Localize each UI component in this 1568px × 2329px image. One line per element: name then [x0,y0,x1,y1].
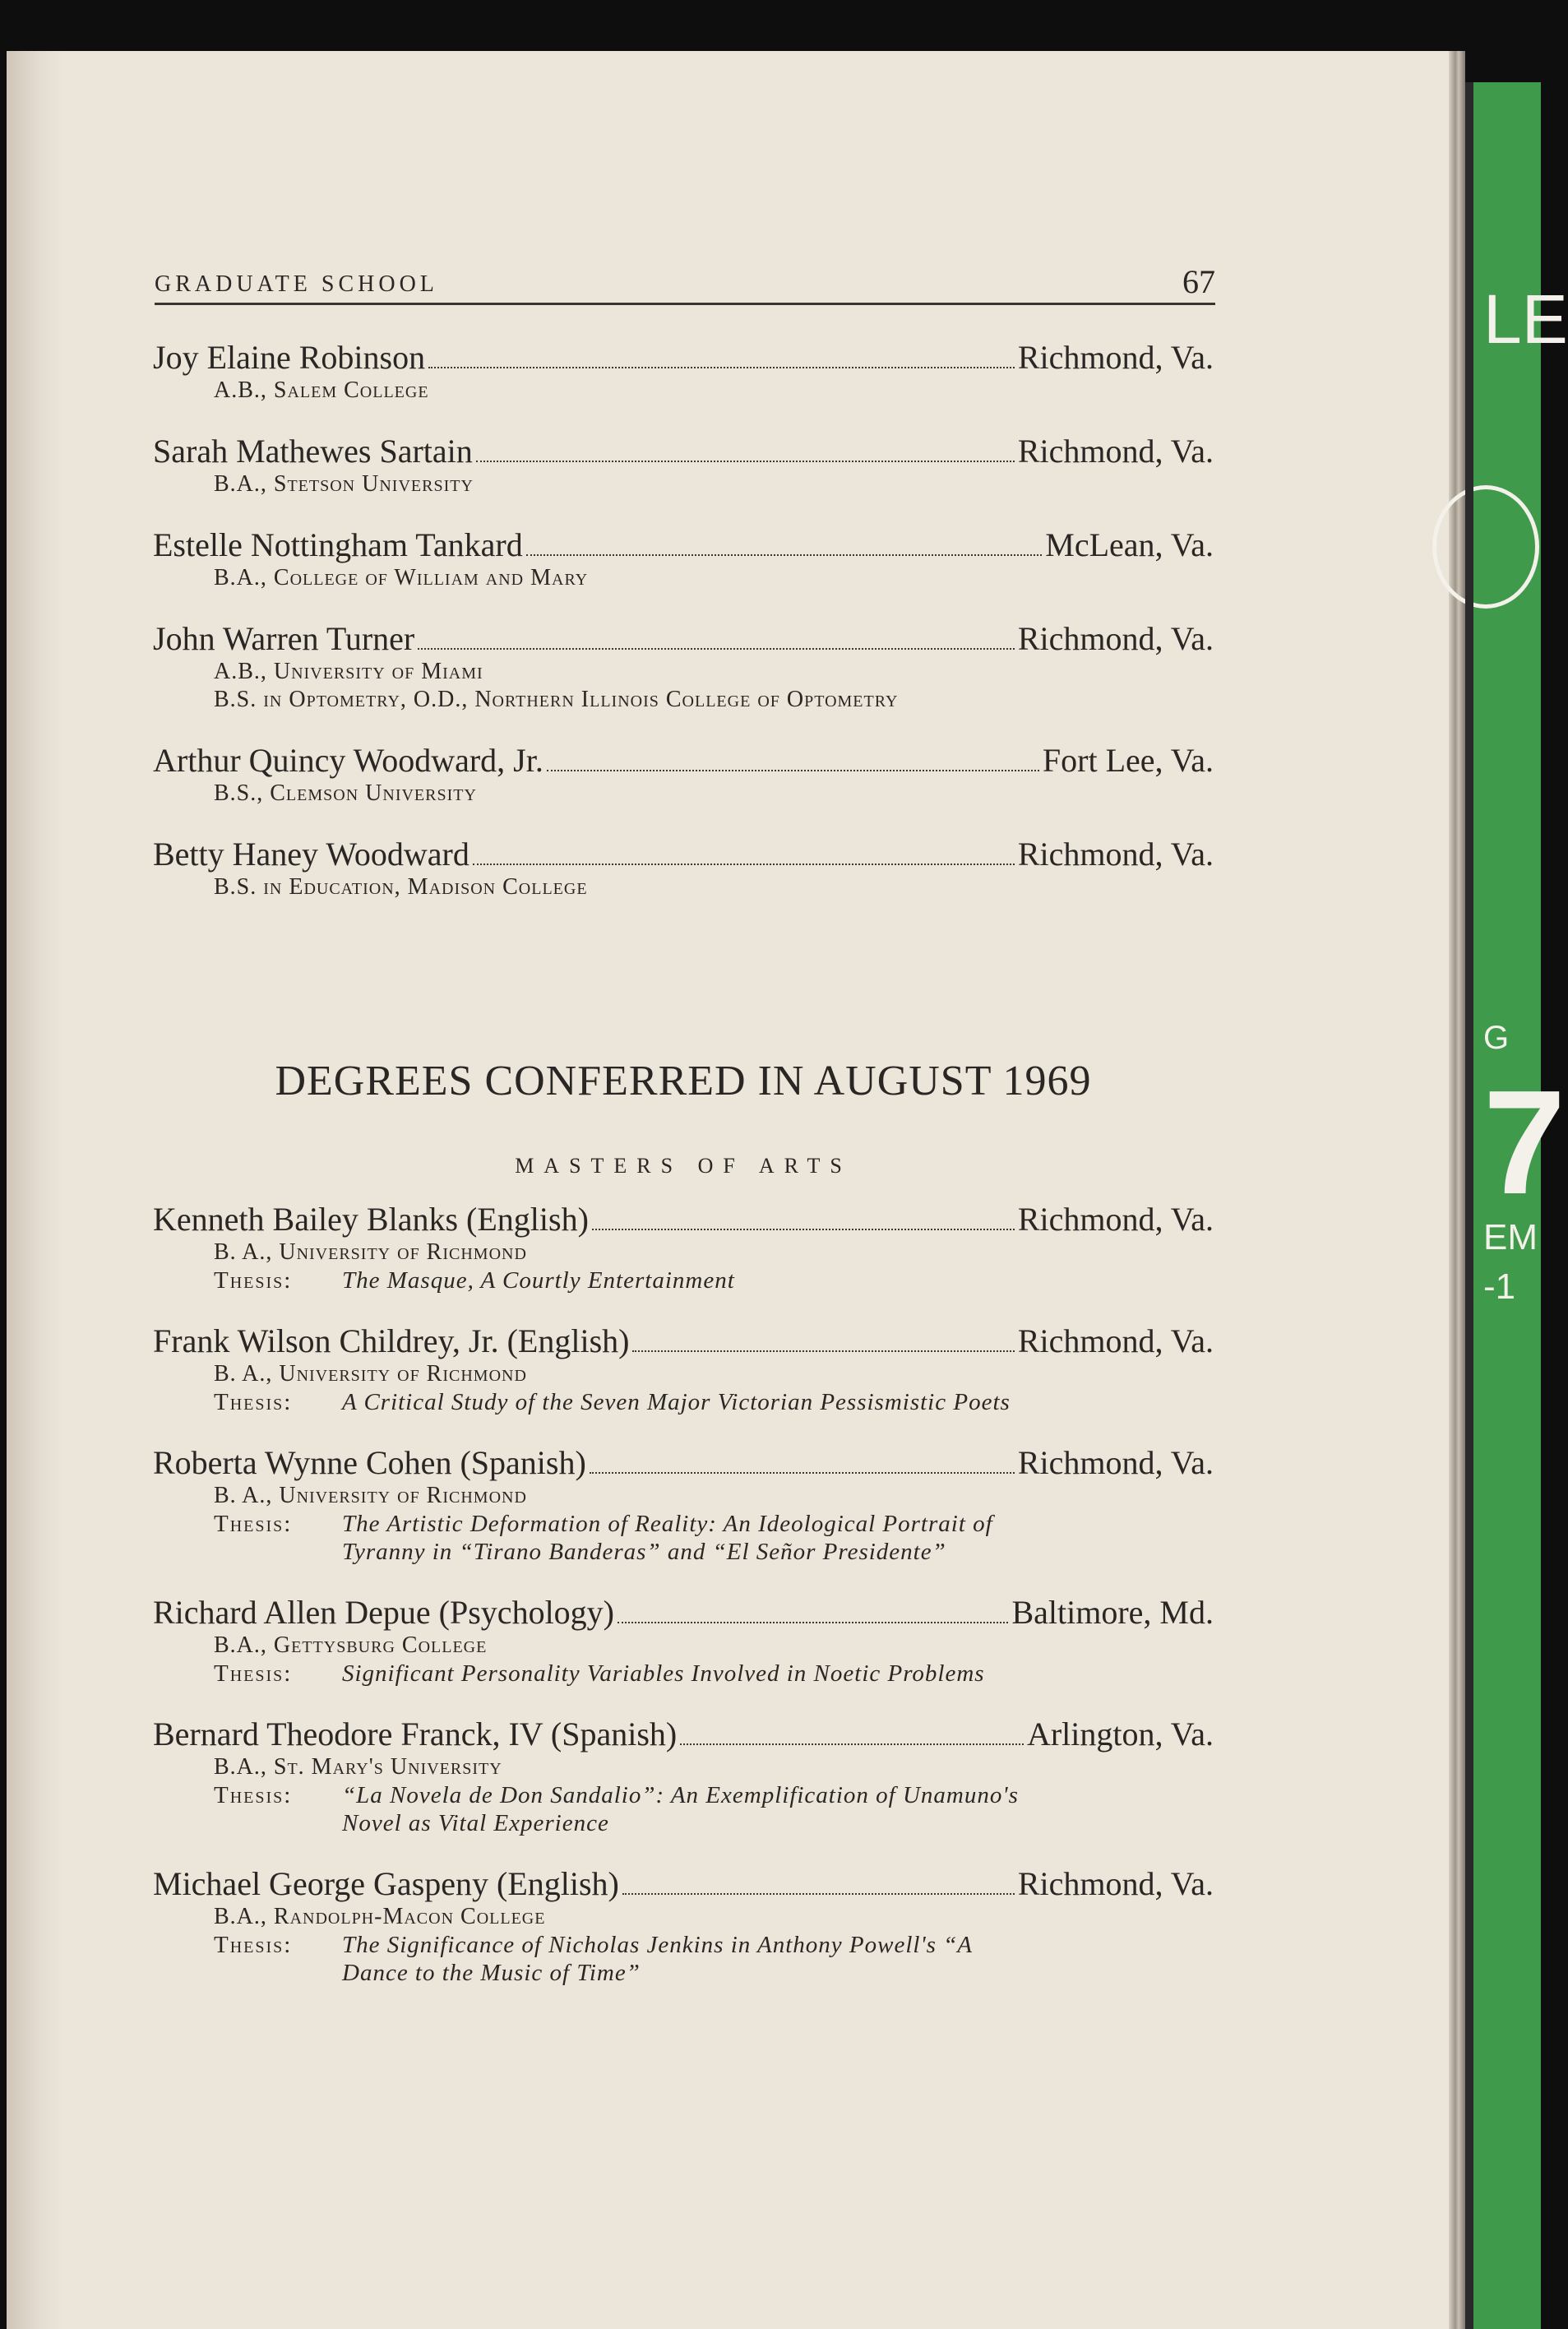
graduate-degree: A.B., University of Miami [214,659,483,684]
graduate-entry [153,620,1214,714]
dot-leader [476,461,1015,462]
masters-entry [153,1201,1214,1294]
graduate-entry [153,526,1214,592]
thesis-line [153,1266,1214,1294]
graduate-location: Richmond, Va. [1017,339,1214,376]
thesis-title [342,1510,1214,1566]
thesis-title-line: “La Novela de Don Sandalio”: An Exemplification of Unamuno's [342,1782,1019,1808]
dot-leader [428,367,1015,368]
dot-leader [632,1350,1014,1352]
graduate-location: Fort Lee, Va. [1042,742,1214,779]
graduate-name: Estelle Nottingham Tankard [153,526,523,563]
graduate-name: Michael George Gaspeny (English) [153,1865,619,1902]
thesis-line [153,1660,1214,1688]
thesis-title-line: The Significance of Nicholas Jenkins in Anthony Powell's “A [342,1932,974,1958]
section-subtitle: MASTERS OF ARTS [515,1154,852,1178]
graduate-name: Sarah Mathewes Sartain [153,433,473,470]
dot-leader [526,554,1043,556]
masters-entry [153,1594,1214,1688]
graduate-degree: B.S. in Education, Madison College [214,874,588,900]
cover-circle-fragment [1432,485,1539,609]
thesis-title-line: Tyranny in “Tirano Banderas” and “El Señor Presidente” [342,1539,946,1565]
dot-leader [622,1893,1015,1895]
thesis-label: Thesis: [214,1511,293,1537]
graduate-degree: B.A., Randolph-Macon College [214,1904,546,1929]
header-rule [155,303,1215,305]
graduate-name: Richard Allen Depue (Psychology) [153,1594,614,1631]
graduate-location: Richmond, Va. [1017,620,1214,657]
graduate-location: Richmond, Va. [1017,1444,1214,1481]
thesis-title-line: Novel as Vital Experience [342,1810,609,1836]
graduate-degree: B.A., Gettysburg College [214,1632,488,1658]
masters-entry [153,1322,1214,1416]
running-header-title: GRADUATE SCHOOL [155,271,438,297]
graduate-name: Arthur Quincy Woodward, Jr. [153,742,543,779]
graduate-name: Bernard Theodore Franck, IV (Spanish) [153,1715,678,1753]
graduate-name: John Warren Turner [153,620,415,657]
thesis-label: Thesis: [214,1932,293,1958]
dot-leader [680,1743,1024,1745]
graduate-location: Richmond, Va. [1017,1865,1214,1902]
cover-text-fragment: -1 [1483,1266,1516,1307]
masters-entry [153,1715,1214,1837]
thesis-title: The Masque, A Courtly Entertainment [342,1267,735,1294]
thesis-label: Thesis: [214,1267,293,1294]
back-cover [1465,82,1568,2329]
dot-leader [547,770,1039,771]
graduate-location: Richmond, Va. [1017,836,1214,873]
thesis-label: Thesis: [214,1389,293,1415]
thesis-title: Significant Personality Variables Involved in Noetic Problems [342,1660,985,1687]
dot-leader [418,648,1015,650]
dot-leader [617,1622,1008,1623]
page-number: 67 [1182,263,1215,300]
thesis-title [342,1781,1214,1837]
thesis-label: Thesis: [214,1660,293,1687]
page-edges [1449,51,1465,2329]
graduate-degree: B. A., University of Richmond [214,1483,527,1508]
thesis-line [153,1388,1214,1416]
cover-text-fragment: 7 [1483,1060,1566,1225]
thesis-title [342,1931,1214,1987]
graduate-list-top [153,339,1214,901]
graduate-degree: A.B., Salem College [214,377,429,403]
dot-leader [473,864,1015,865]
thesis-title: A Critical Study of the Seven Major Victorian Pessismistic Poets [342,1389,1011,1415]
graduate-degree: B.S. in Optometry, O.D., Northern Illinois College of Optometry [214,687,899,712]
graduate-entry [153,339,1214,405]
graduate-entry [153,836,1214,901]
graduate-name: Roberta Wynne Cohen (Spanish) [153,1444,586,1481]
thesis-title-line: Dance to the Music of Time” [342,1960,641,1986]
cover-text-fragment: LE [1483,280,1568,358]
graduate-location: Richmond, Va. [1017,1201,1214,1238]
graduate-location: Baltimore, Md. [1011,1594,1214,1631]
graduate-degree: B.S., Clemson University [214,780,477,806]
masters-entry [153,1444,1214,1566]
thesis-title-line: The Artistic Deformation of Reality: An Ideological Portrait of [342,1511,993,1537]
graduate-location: Richmond, Va. [1017,433,1214,470]
dot-leader [590,1472,1015,1474]
graduate-degree: B.A., St. Mary's University [214,1754,502,1780]
masters-entry [153,1865,1214,1987]
dot-leader [592,1229,1015,1230]
graduate-name: Frank Wilson Childrey, Jr. (English) [153,1322,630,1359]
graduate-degree: B.A., College of William and Mary [214,565,589,590]
cover-spine-shadow [1465,82,1473,2329]
cover-text-fragment: G [1483,1020,1510,1056]
graduate-entry [153,742,1214,808]
thesis-line [153,1781,1214,1837]
graduate-name: Kenneth Bailey Blanks (English) [153,1201,589,1238]
graduate-name: Joy Elaine Robinson [153,339,426,376]
graduate-entry [153,433,1214,498]
section-title: DEGREES CONFERRED IN AUGUST 1969 [275,1058,1092,1104]
thesis-line [153,1931,1214,1987]
graduate-location: Richmond, Va. [1017,1322,1214,1359]
graduate-degree: B.A., Stetson University [214,471,474,497]
graduate-degree: B. A., University of Richmond [214,1361,527,1387]
thesis-label: Thesis: [214,1782,293,1808]
graduate-location: Arlington, Va. [1026,1715,1214,1753]
graduate-location: McLean, Va. [1045,526,1214,563]
thesis-line [153,1510,1214,1566]
masters-list [153,1201,1214,1987]
running-header [155,262,1215,303]
graduate-degree: B. A., University of Richmond [214,1239,527,1265]
cover-text-fragment: EM [1483,1217,1538,1257]
graduate-name: Betty Haney Woodward [153,836,469,873]
